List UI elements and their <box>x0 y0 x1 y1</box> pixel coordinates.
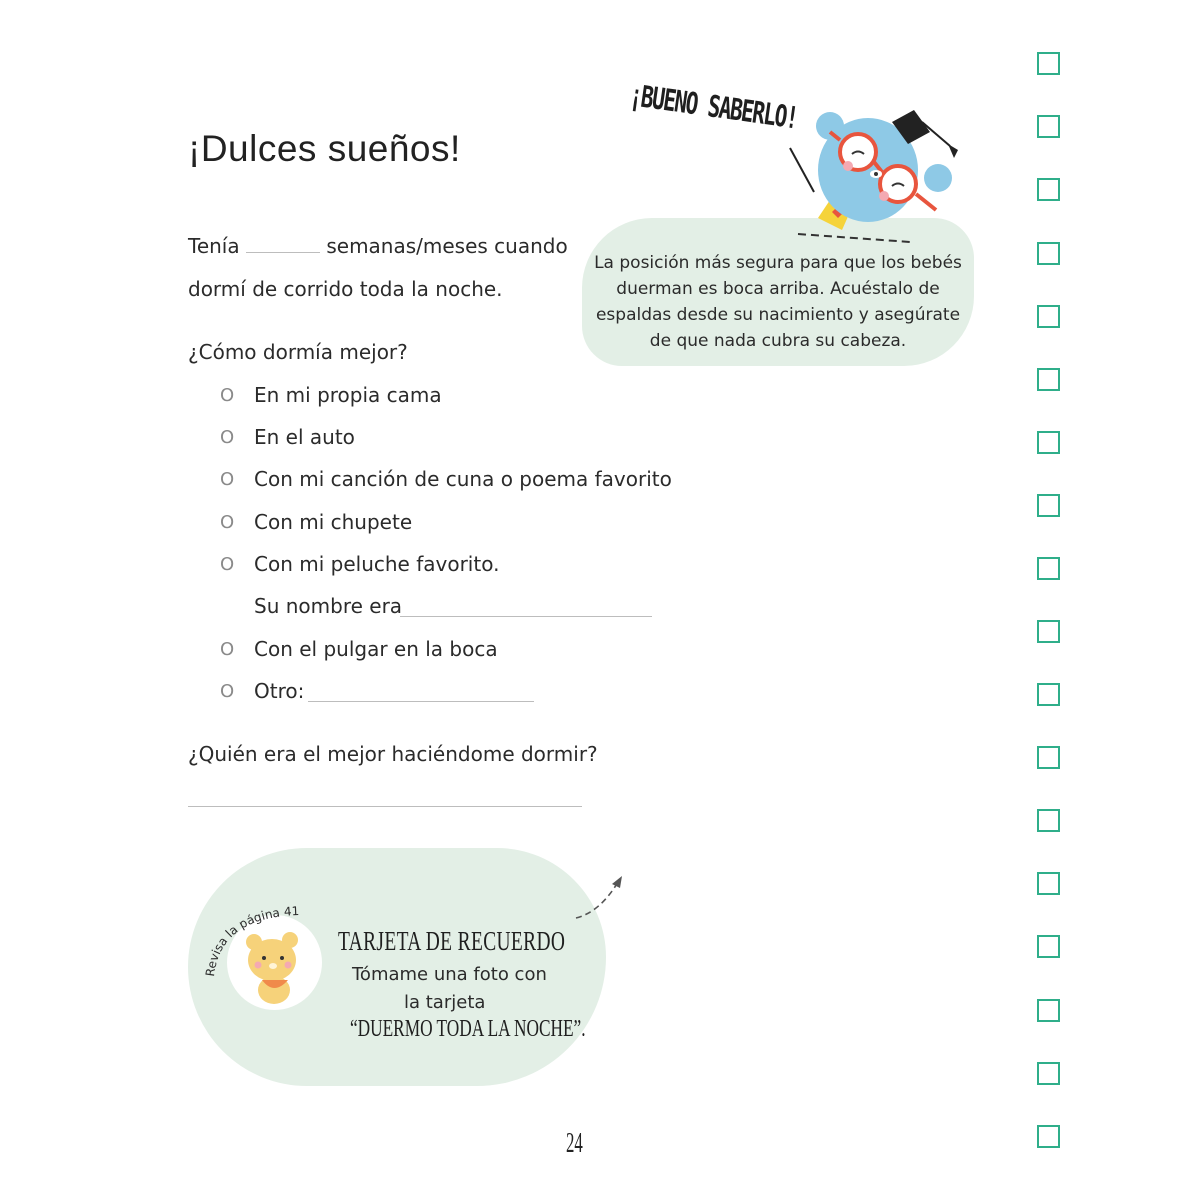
margin-checkbox[interactable] <box>1037 557 1060 580</box>
how-slept-question: ¿Cómo dormía mejor? <box>188 340 408 364</box>
option-radio-3[interactable]: O <box>220 469 235 490</box>
other-field[interactable] <box>308 683 534 702</box>
option-radio-4[interactable]: O <box>220 512 235 533</box>
card-line-1: Tómame una foto con <box>352 964 547 985</box>
owl-mascot-icon <box>780 100 980 250</box>
page-title: ¡Dulces sueños! <box>188 128 461 169</box>
option-label-6: Con el pulgar en la boca <box>254 637 498 661</box>
best-sleeper-field[interactable] <box>188 806 582 807</box>
page-number: 24 <box>566 1128 583 1159</box>
margin-checkbox[interactable] <box>1037 368 1060 391</box>
margin-checkbox[interactable] <box>1037 620 1060 643</box>
margin-checkbox[interactable] <box>1037 494 1060 517</box>
plush-name-label: Su nombre era <box>254 594 403 618</box>
option-radio-6[interactable]: O <box>220 639 235 660</box>
margin-checkbox[interactable] <box>1037 178 1060 201</box>
tip-line: duerman es boca arriba. Acuéstalo de <box>616 279 940 299</box>
option-label-3: Con mi canción de cuna o poema favorito <box>254 467 672 491</box>
option-label-2: En el auto <box>254 425 355 449</box>
margin-checkbox[interactable] <box>1037 935 1060 958</box>
card-line-2: la tarjeta <box>404 992 486 1013</box>
card-name: “DUERMO TODA LA NOCHE”. <box>350 1016 586 1042</box>
tip-line: espaldas desde su nacimiento y asegúrate <box>595 305 961 325</box>
weeks-blank-field[interactable] <box>246 234 320 253</box>
tip-line: La posición más segura para que los bebés <box>594 253 962 273</box>
q1-part3: dormí de corrido toda la noche. <box>188 277 503 301</box>
svg-text:Revisa la página 41 <box>203 904 299 977</box>
option-radio-5[interactable]: O <box>220 554 235 575</box>
margin-checkbox[interactable] <box>1037 52 1060 75</box>
tip-text <box>592 250 964 354</box>
option-radio-7[interactable]: O <box>220 681 235 702</box>
margin-checkbox[interactable] <box>1037 809 1060 832</box>
margin-checkbox[interactable] <box>1037 1062 1060 1085</box>
tip-line: de que nada cubra su cabeza. <box>649 331 907 351</box>
memory-card-title: TARJETA DE RECUERDO <box>338 926 566 956</box>
option-label-1: En mi propia cama <box>254 383 442 407</box>
margin-checkbox[interactable] <box>1037 999 1060 1022</box>
margin-checkbox[interactable] <box>1037 872 1060 895</box>
margin-checkbox[interactable] <box>1037 1125 1060 1148</box>
margin-checkbox[interactable] <box>1037 683 1060 706</box>
margin-checkbox[interactable] <box>1037 115 1060 138</box>
best-sleeper-question: ¿Quién era el mejor haciéndome dormir? <box>188 742 598 766</box>
q1-part2: semanas/meses cuando <box>326 234 568 258</box>
option-label-7: Otro: <box>254 679 305 703</box>
sleep-weeks-question <box>188 234 568 258</box>
revisa-label: Revisa la página 41 <box>203 904 300 978</box>
option-label-5: Con mi peluche favorito. <box>254 552 500 576</box>
margin-checkbox[interactable] <box>1037 746 1060 769</box>
tip-header: ¡BUENO SABERLO! <box>627 78 800 137</box>
option-radio-1[interactable]: O <box>220 385 235 406</box>
margin-checkbox[interactable] <box>1037 431 1060 454</box>
q1-part1: Tenía <box>188 234 240 258</box>
margin-checkbox[interactable] <box>1037 242 1060 265</box>
revisa-curved-text <box>200 895 320 985</box>
margin-checkbox[interactable] <box>1037 305 1060 328</box>
option-label-4: Con mi chupete <box>254 510 413 534</box>
dashed-arrow-icon <box>572 872 628 922</box>
option-radio-2[interactable]: O <box>220 427 235 448</box>
plush-name-field[interactable] <box>400 598 652 617</box>
